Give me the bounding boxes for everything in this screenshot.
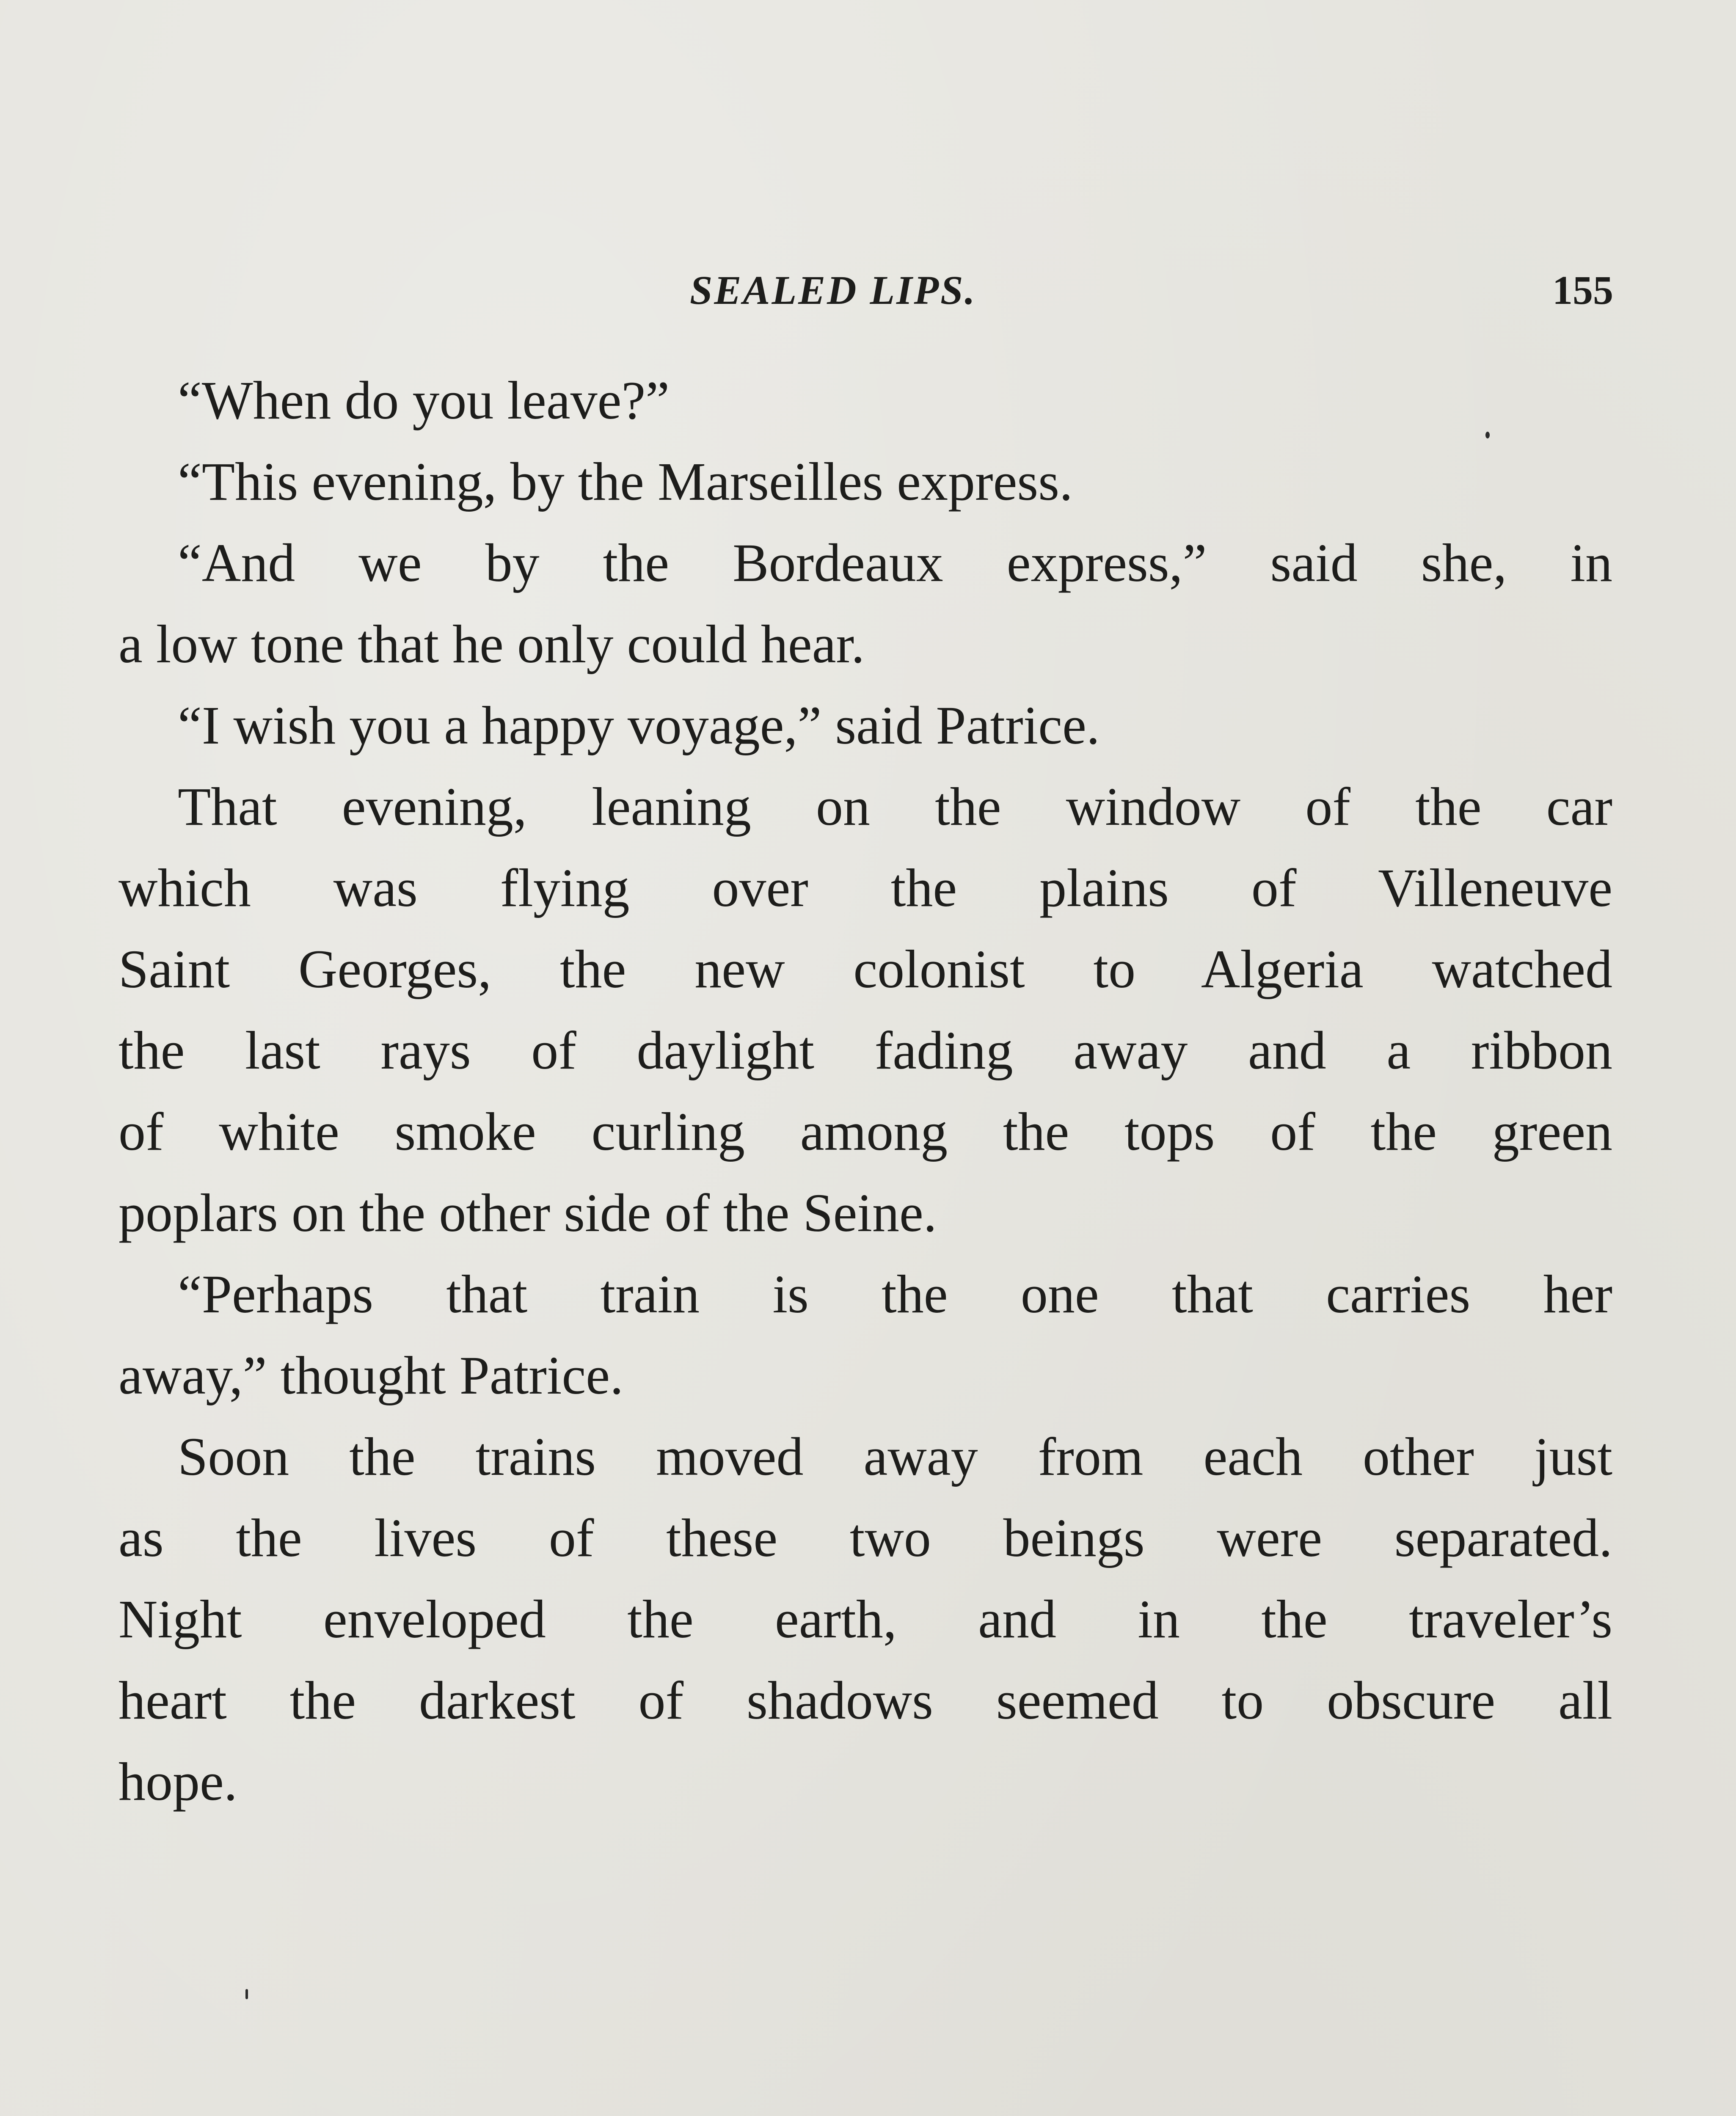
text-line: which was flying over the plains of Villeneuve (118, 858, 1612, 918)
paragraph (118, 685, 1612, 766)
text-line: “And we by the Bordeaux express,” said she, in (178, 533, 1612, 593)
paragraph (118, 360, 1612, 441)
paragraph (118, 522, 1612, 685)
text-line: Soon the trains moved away from each other just (178, 1427, 1612, 1487)
text-line: of white smoke curling among the tops of the green (118, 1102, 1612, 1162)
text-line: Night enveloped the earth, and in the traveler’s (118, 1589, 1612, 1649)
paper-speck (245, 1989, 248, 1999)
text-line: away,” thought Patrice. (118, 1345, 624, 1405)
text-line: “This evening, by the Marseilles express. (178, 452, 1073, 512)
text-line: as the lives of these two beings were separated. (118, 1508, 1612, 1568)
text-line: the last rays of daylight fading away and a ribbon (118, 1020, 1612, 1080)
text-line: poplars on the other side of the Seine. (118, 1183, 937, 1243)
text-line: “I wish you a happy voyage,” said Patrice. (178, 695, 1100, 755)
text-line: hope. (118, 1752, 237, 1812)
paragraph (118, 1254, 1612, 1416)
paragraph (118, 766, 1612, 1254)
text-line: “When do you leave?” (178, 370, 670, 430)
body-text (118, 360, 1612, 1822)
text-line: a low tone that he only could hear. (118, 614, 865, 674)
running-head: SEALED LIPS. (690, 267, 977, 313)
paragraph (118, 441, 1612, 522)
paragraph (118, 1416, 1612, 1822)
paper-speck (1485, 432, 1490, 438)
page-number: 155 (1552, 267, 1613, 313)
text-line: That evening, leaning on the window of the car (178, 777, 1612, 837)
text-line: Saint Georges, the new colonist to Algeria watched (118, 939, 1612, 999)
text-line: heart the darkest of shadows seemed to obscure all (118, 1670, 1612, 1730)
text-line: “Perhaps that train is the one that carries her (178, 1264, 1612, 1324)
